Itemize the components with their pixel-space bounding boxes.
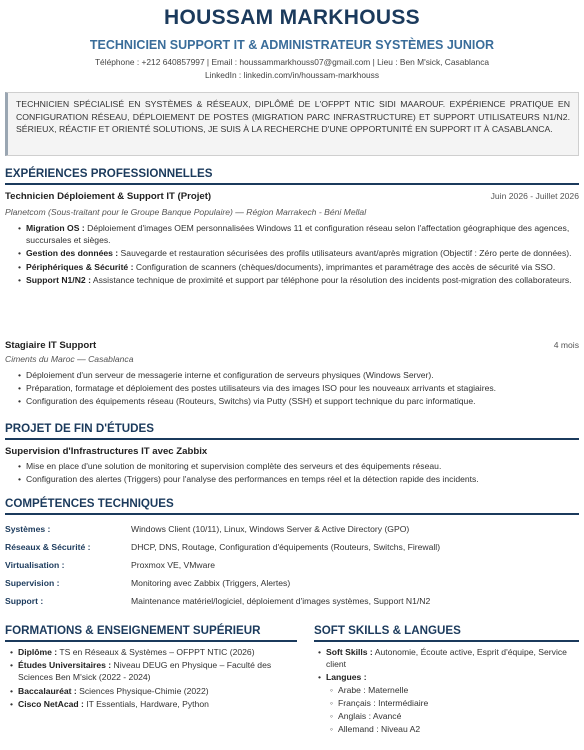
language-item: ◦ Arabe : Maternelle [330,684,576,696]
list-item: • Déploiement d'un serveur de messagerie interne et configuration de serveurs physiques (Windows Server). [18,369,578,381]
education-list [10,646,295,711]
job-1-title: Technicien Déploiement & Support IT (Projet) [5,191,212,202]
skills-table [5,520,579,610]
job-1-bullets [18,222,578,287]
list-item: • Gestion des données : Sauvegarde et restauration sécurisées des profils utilisateurs avant/après migration (Objectif : Zéro perte de données). [18,247,578,259]
list-item: • Diplôme : TS en Réseaux & Systèmes – OFPPT NTIC (2026) [10,646,295,658]
job-2-title: Stagiaire IT Support [5,340,97,351]
job-2-company: Ciments du Maroc — Casablanca [5,354,134,364]
language-item: ◦ Anglais : Avancé [330,710,576,722]
list-item: • Préparation, formatage et déploiement des postes utilisateurs via des images ISO pour les nouveaux arrivants et stagiaires. [18,382,578,394]
language-item: ◦ Allemand : Niveau A2 [330,723,576,735]
languages-list [330,684,576,736]
list-item: • Baccalauréat : Sciences Physique-Chimie (2022) [10,685,295,697]
section-skills-title: COMPÉTENCES TECHNIQUES [5,496,579,515]
job-2-bullets [18,369,578,409]
list-item: • Mise en place d'une solution de monitoring et supervision complète des serveurs et des équipements réseau. [18,460,578,472]
skill-row: Systèmes : Windows Client (10/11), Linux, Windows Server & Active Directory (GPO) [5,524,410,534]
job-title: TECHNICIEN SUPPORT IT & ADMINISTRATEUR SYSTÈMES JUNIOR [89,38,495,52]
list-item: • Configuration des équipements réseau (Routeurs, Switchs) via Putty (SSH) et support technique du parc informatique. [18,395,578,407]
list-item: • Configuration des alertes (Triggers) pour l'analyse des performances en temps réel et la détection rapide des incidents. [18,473,578,485]
section-experience-title: EXPÉRIENCES PROFESSIONNELLES [5,166,579,185]
list-item: • Migration OS : Déploiement d'images OEM personnalisées Windows 11 et configuration réseau selon l'affectation géographique des agences, succursales et sièges. [18,222,578,246]
section-project-title: PROJET DE FIN D'ÉTUDES [5,421,579,440]
linkedin-line: LinkedIn : linkedin.com/in/houssam-markhouss [204,70,380,80]
job-1-header [5,191,579,204]
contact-line: Téléphone : +212 640857997 | Email : houssammarkhouss07@gmail.com | Lieu : Ben M'sick, Casablanca [94,57,490,67]
language-item: ◦ Français : Intermédiaire [330,697,576,709]
candidate-name: HOUSSAM MARKHOUSS [164,6,420,29]
list-item: • Soft Skills : Autonomie, Écoute active, Esprit d'équipe, Service client [318,646,576,670]
list-item: • Langues : ◦ Arabe : Maternelle ◦ Français : Intermédiaire ◦ Anglais : Avancé ◦ Allemand : Niveau A2 [318,671,576,735]
project-bullets [18,460,578,486]
skill-row: Supervision : Monitoring avec Zabbix (Triggers, Alertes) [5,578,291,588]
section-education-title: FORMATIONS & ENSEIGNEMENT SUPÉRIEUR [5,623,297,642]
list-item: • Périphériques & Sécurité : Configuration de scanners (chèques/documents), imprimantes et paramétrage des accès de sécurité via SSO. [18,261,578,273]
job-2-date: 4 mois [553,340,579,350]
profile-summary: TECHNICIEN SPÉCIALISÉ EN SYSTÈMES & RÉSEAUX, DIPLÔMÉ DE L'OFPPT NTIC SIDI MAAROUF. EXPÉRIENCE PRATIQUE EN CONFIGURATION RÉSEAU, DÉPLOIEMENT DE POSTES (MIGRATION PARC INFRASTRUCTURE) ET SUPPORT UTILISATEURS N1/N2. SÉRIEUX, RÉACTIF ET ORIENTÉ SOLUTIONS, JE SUIS À LA RECHERCHE D'UNE OPPORTUNITÉ EN SUPPORT IT À CASABLANCA. [5,92,579,156]
skill-row: Réseaux & Sécurité : DHCP, DNS, Routage, Configuration d'équipements (Routeurs, Switchs, Firewall) [5,542,441,552]
project-title: Supervision d'Infrastructures IT avec Zabbix [5,446,208,457]
job-2-header [5,340,579,353]
skill-row: Support : Maintenance matériel/logiciel, déploiement d'images systèmes, Support N1/N2 [5,596,431,606]
list-item: • Études Universitaires : Niveau DEUG en Physique – Faculté des Sciences Ben M'sick (2022 - 2024) [10,659,295,683]
contact-block [0,56,584,82]
job-1-company: Planetcom (Sous-traitant pour le Groupe Banque Populaire) — Région Marrakech - Béni Mellal [5,207,367,217]
section-soft-skills-title: SOFT SKILLS & LANGUES [314,623,579,642]
soft-skills-list [318,646,576,736]
list-item: • Support N1/N2 : Assistance technique de proximité et support par téléphone pour la résolution des incidents post-migration des collaborateurs. [18,274,578,286]
skill-row: Virtualisation : Proxmox VE, VMware [5,560,216,570]
job-1-date: Juin 2026 - Juillet 2026 [490,191,579,201]
list-item: • Cisco NetAcad : IT Essentials, Hardware, Python [10,698,295,710]
